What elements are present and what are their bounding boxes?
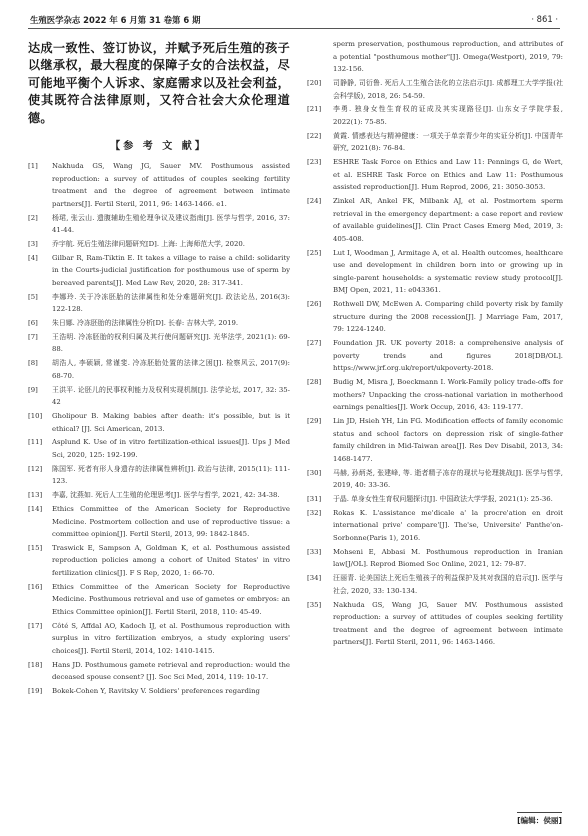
reference-item [307,195,563,245]
reference-text: Lin JD, Hsieh YH, Lin FG. Modification effects of family economic status and school factors on depression risk of single-father family children in Mid-Taiwan area[J]. Res Dev Disabil, 2013, 34: 1468-1477. [333,417,563,463]
reference-item [28,410,290,435]
references-list-right [307,77,563,649]
reference-text: Traswick E, Sampson A, Goldman K, et al. Posthumous assisted reproduction policies among a cohort of United States' in vitro fertilization clinics[J]. F S Rep, 2020, 1: 66-70. [52,543,290,578]
reference-item [28,463,290,488]
reference-number: [34] [307,574,322,583]
left-column [28,38,290,699]
reference-item [307,77,563,102]
reference-item [307,546,563,571]
reference-number: [4] [28,253,38,262]
reference-number: [27] [307,339,322,348]
reference-item [28,238,290,251]
reference-text: 李娜玲. 关于冷冻胚胎的法律属性和处分难题研究[J]. 政法论丛, 2016(3): 122-128. [52,292,290,314]
reference-number: [26] [307,300,322,309]
reference-item [28,160,290,210]
reference-text: Hans JD. Posthumous gamete retrieval and reproduction: would the deceased spouse consent? [J]. Soc Sci Med, 2014, 119: 10-17. [52,660,290,682]
page-number: · 861 · [531,14,558,24]
reference-number: [30] [307,468,322,477]
reference-text: 李勇. 独身女性生育权的证成及其实现路径[J]. 山东女子学院学报, 2022(1): 75-85. [333,105,563,126]
reference-item [28,659,290,684]
reference-item [307,507,563,545]
reference-item [28,542,290,580]
reference-text: 汪丽青. 论美国法上死后生殖孩子的利益保护及其对我国的启示[J]. 医学与社会, 2020, 33: 130-134. [333,574,563,595]
reference-item [307,337,563,375]
page-header [28,12,560,29]
reference-text: 陈国军. 死者有形人身遗存的法律属性辨析[J]. 政治与法律, 2015(11): 111-123. [52,464,290,486]
reference-item [28,685,290,698]
reference-text: Gholipour B. Making babies after death: it's possible, but is it ethical? [J]. Sci American, 2013. [52,412,290,433]
reference-number: [12] [28,464,43,473]
reference-text: 马赫, 孙炳尧, 张建峰, 等. 逝者精子冻存的现状与伦理挑战[J]. 医学与哲学, 2019, 40: 33-36. [333,468,563,490]
reference-text: Bokek-Cohen Y, Ravitsky V. Soldiers' preferences regarding [52,687,260,696]
reference-number: [31] [307,495,322,504]
reference-number: [2] [28,213,38,222]
reference-number: [35] [307,600,322,609]
reference-text: Zinkel AR, Ankel FK, Milbank AJ, et al. Postmortem sperm retrieval in the emergency department: a case report and review of available guidelines[J]. Clin Pract Cases Emerg Med, 2019, 3: 405-408. [333,197,563,243]
reference-number: [25] [307,248,322,257]
reference-item [307,298,563,336]
reference-text: Gilbar R, Ram-Tiktin E. It takes a village to raise a child: solidarity in the Courts-judicial justification for posthumous use of sperm by bereaved parents[J]. Med Law Rev, 2020, 28: 317-341. [52,253,290,287]
intro-paragraph: 达成一致性、签订协议，并赋予死后生殖的孩子以继承权，最大程度的保障子女的合法权益，尽可能地平衡个人诉求、家庭需求以及社会利益，使其既符合法律原则，又符合社会大众伦理道德。 [28,41,290,125]
reference-item [28,384,290,409]
reference-item [307,156,563,194]
reference-number: [22] [307,131,322,140]
reference-number: [21] [307,105,322,114]
reference-text: Côté S, Affdal AO, Kadoch IJ, et al. Posthumous reproduction with surplus in vitro fertilization embryos, a study exploring users' choices[J]. Fertil Steril, 2014, 102: 1410-1415. [52,621,290,655]
reference-item [28,581,290,619]
reference-text: Ethics Committee of the American Society for Reproductive Medicine. Posthumous retrieval and use of gametes or embryos: an Ethics Committee opinion[J]. Fertil Steril, 2018, 110: 45-49. [52,582,290,617]
reference-item [307,103,563,128]
reference-number: [14] [28,504,43,513]
reference-item [28,503,290,541]
reference-number: [16] [28,582,43,591]
reference-number: [8] [28,359,38,368]
reference-number: [24] [307,197,322,206]
reference-item [307,247,563,297]
reference-text: 黄霞. 情感表达与精神健康：一项关于单亲青少年的实证分析[J]. 中国青年研究, 2021(8): 76-84. [333,131,563,153]
reference-item [307,572,563,597]
reference-text: 于晶. 单身女性生育权问题探讨[J]. 中国政法大学学报, 2021(1): 25-36. [333,495,553,504]
reference-item [28,436,290,461]
reference-text: 司静静, 司衍鲁. 死后人工生殖合法化的立法启示[J]. 成都理工大学学报(社会科学版), 2018, 26: 54-59. [333,78,563,100]
reference-text: 杨珺, 张云山. 遗腹辅助生殖伦理争议及建议指南[J]. 医学与哲学, 2016, 37: 41-44. [52,213,290,235]
reference-item [28,212,290,237]
reference-item [307,376,563,414]
reference-text: 王浩明. 冷冻胚胎的权利归属及其行使问题研究[J]. 光华法学, 2021(1): 69-88. [52,332,290,354]
reference-number: [1] [28,162,38,171]
reference-item [28,291,290,316]
reference-text: Nakhuda GS, Wang JG, Sauer MV. Posthumous assisted reproduction: a survey of attitudes of couples seeking fertility treatment and the degree of agreement between intimate partners[J]. Fertil Steril, 2011, 96: 1463-1466. e1. [52,162,290,208]
reference-text: 朱日娜. 冷冻胚胎的法律属性分析[D]. 长春: 吉林大学, 2019. [52,319,239,328]
references-list-left [28,160,290,698]
reference-text: ESHRE Task Force on Ethics and Law 11: Pennings G, de Wert, et al. ESHRE Task Force on Ethics and Law 11: Posthumous assisted reproduction[J]. Hum Reprod, 2006, 21: 3050-3053. [333,158,563,192]
reference-text: Rothwell DW, McEwen A. Comparing child poverty risk by family structure during the 2008 recession[J]. J Marriage Fam, 2017, 79: 1224-1240. [333,300,563,334]
reference-item [28,489,290,502]
references-heading: 【参 考 文 献】 [110,141,208,153]
reference-text: Mohseni E, Abbasi M. Posthumous reproduction in Iranian law[J/OL]. Reprod Biomed Soc Online, 2021, 12: 79-87. [333,547,563,569]
reference-number: [23] [307,158,322,167]
reference-continuation: sperm preservation, posthumous reproduction, and attributes of a potential "posthumous mother"[J]. Omega(Westport), 2019, 79: 132-156. [333,40,563,74]
reference-text: 胡浩人, 李硕颖, 常谨斐. 冷冻胚胎处置的法律之困[J]. 检察风云, 2017(9): 68-70. [52,359,290,380]
reference-text: Rokas K. L'assistance me'dicale a' la procre'ation en droit international prive' compare'[J]. The'se, Universite' Panthe'on-Sorbonne(Paris 1), 2016. [333,508,563,542]
reference-text: 王洪平. 论胚儿的民事权利能力及权利实现机制[J]. 法学论坛, 2017, 32: 35-42 [52,385,290,407]
reference-text: Budig M, Misra J, Boeckmann I. Work-Family policy trade-offs for mothers? Unpacking the cross-national variation in motherhood earnings penalties[J]. Work Occup, 2016, 43: 119-177. [333,378,563,412]
reference-number: [32] [307,508,322,517]
reference-item [307,599,563,649]
reference-number: [6] [28,319,38,328]
reference-number: [17] [28,621,43,630]
reference-text: Nakhuda GS, Wang JG, Sauer MV. Posthumous assisted reproduction: a survey of attitudes of couples seeking fertility treatment and the degree of agreement between intimate partners[J]. Fertil Steril, 2011, 96: 1463-1466. [333,600,563,647]
reference-number: [11] [28,438,43,447]
reference-number: [7] [28,332,38,341]
reference-text: 乔宇航. 死后生殖法律问题研究[D]. 上海: 上海师范大学, 2020. [52,239,245,248]
reference-number: [28] [307,378,322,387]
reference-item [307,415,563,465]
reference-number: [33] [307,547,322,556]
editor-note: [编辑：侯丽] [517,812,562,826]
reference-number: [5] [28,292,38,301]
reference-text: Asplund K. Use of in vitro fertilization-ethical issues[J]. Ups J Med Sci, 2020, 125: 192-199. [52,438,290,459]
reference-item [307,467,563,492]
right-column [307,38,563,650]
reference-text: Foundation JR. UK poverty 2018: a comprehensive analysis of poverty trends and figures 2018[DB/OL]. https://www.jrf.org.uk/report/ukpoverty-2018. [333,339,563,373]
reference-number: [20] [307,78,322,87]
reference-item [28,620,290,658]
reference-item [28,252,290,290]
reference-text: Ethics Committee of the American Society for Reproductive Medicine. Postmortem collection and use of reproductive tissue: a committee opinion[J]. Fertil Steril, 2013, 99: 1842-1845. [52,504,290,539]
reference-number: [3] [28,239,38,248]
reference-item [307,130,563,155]
reference-item [307,493,563,506]
reference-number: [15] [28,543,43,552]
reference-item [28,317,290,330]
reference-number: [10] [28,412,43,420]
reference-number: [9] [28,385,38,394]
reference-item [28,331,290,356]
journal-title: 生殖医学杂志 2022 年 6 月第 31 卷第 6 期 [30,15,201,25]
reference-item [28,357,290,382]
reference-number: [19] [28,687,43,696]
reference-number: [18] [28,660,43,669]
reference-text: 李嘉, 沈燕如. 死后人工生殖的伦理思考[J]. 医学与哲学, 2021, 42: 34-38. [52,491,280,500]
reference-number: [13] [28,491,43,500]
reference-number: [29] [307,417,322,426]
reference-text: Lut I, Woodman J, Armitage A, et al. Health outcomes, healthcare use and development in children born into or growing up in single-parent households: a systematic review study protocol[J]. BMJ Open, 2021, 11: e043361. [333,248,563,295]
